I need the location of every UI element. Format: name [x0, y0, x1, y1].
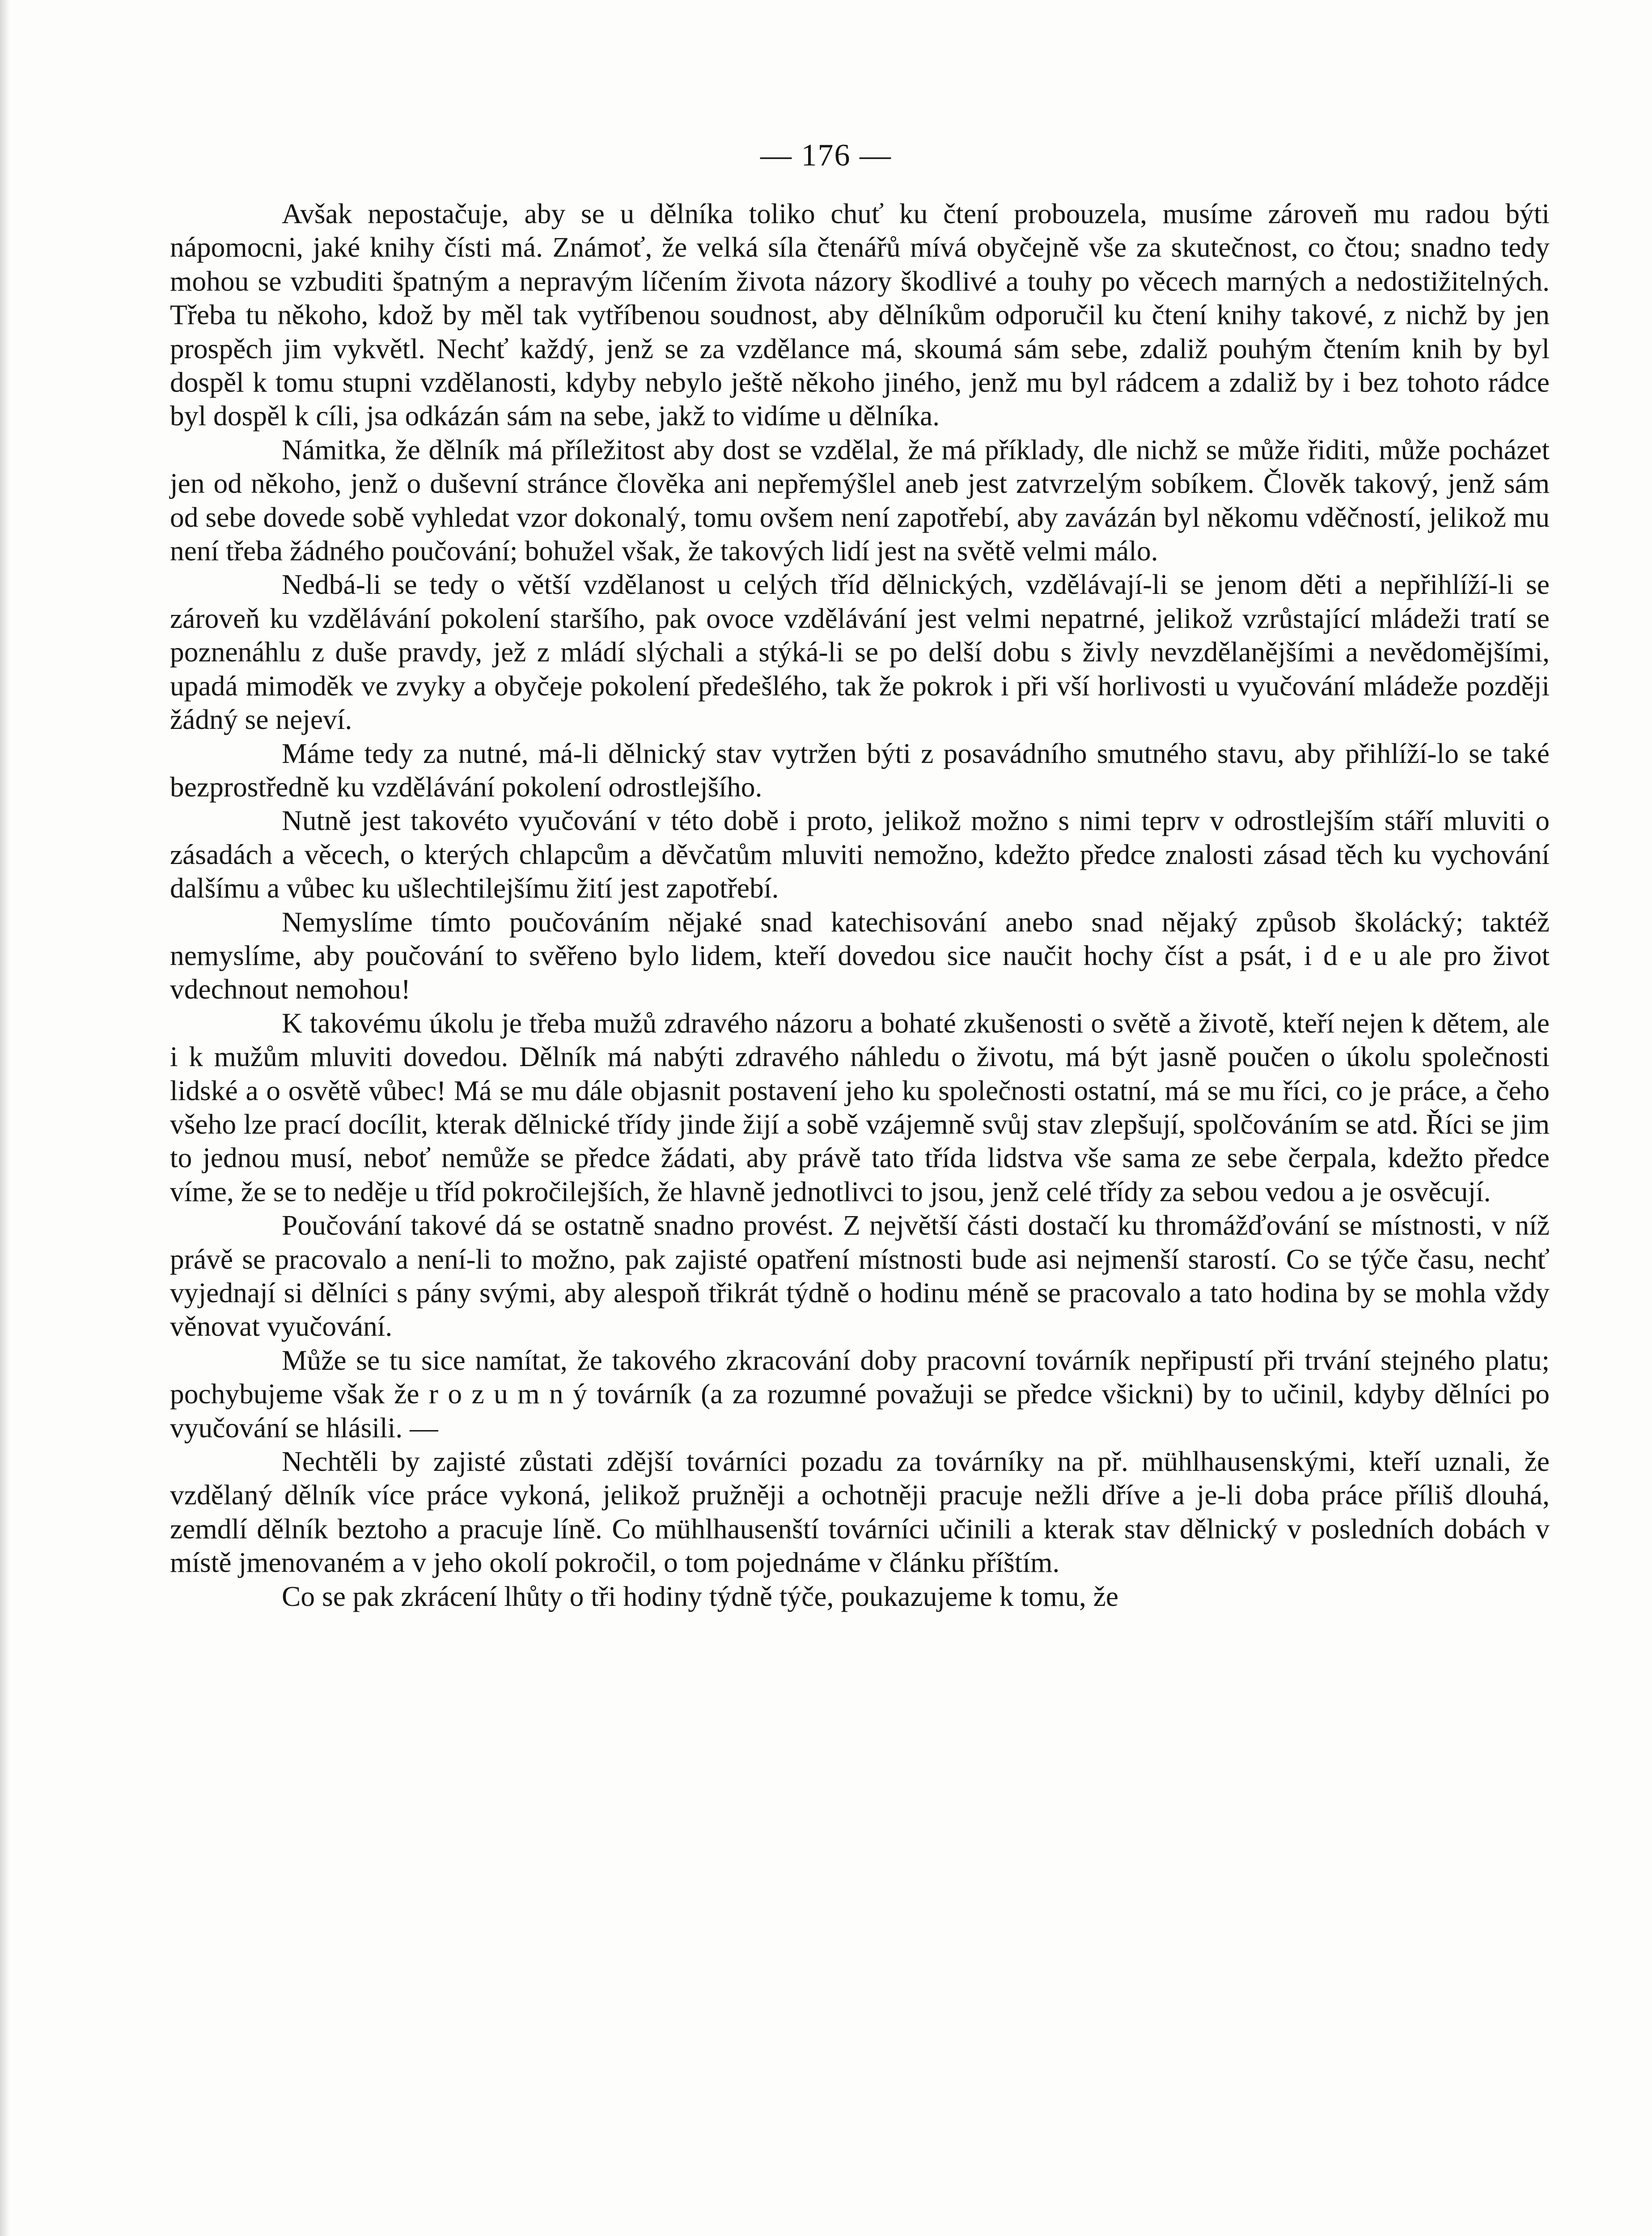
paragraph: Poučování takové dá se ostatně snadno provést. Z největší části dostačí ku thromážďování se místnosti, v níž právě se pracovalo a není-li to možno, pak zajisté opatření místnosti bude asi nejmenší starostí. Co se týče času, nechť vyjednají si dělníci s pány svými, aby alespoň třikrát týdně o hodinu méně se pracovalo a tato hodina by se mohla vždy věnovat vyučování. — [170, 1209, 1550, 1342]
article-body — [170, 197, 1550, 1613]
paragraph: Máme tedy za nutné, má-li dělnický stav vytržen býti z posavádního smutného stavu, aby přihlíží-lo se také bezprostředně ku vzdělávání pokolení odrostlejšího. — [170, 737, 1550, 803]
paragraph: Nutně jest takovéto vyučování v této době i proto, jelikož možno s nimi teprv v odrostlejším stáří mluviti o zásadách a věcech, o kterých chlapcům a děvčatům mluviti nemožno, kdežto předce znalosti zásad těch ku vychování dalšímu a vůbec ku ušlechtilejšímu žití jest zapotřebí. — [170, 805, 1550, 904]
paragraph: Námitka, že dělník má příležitost aby dost se vzdělal, že má příklady, dle nichž se může řiditi, může pocházet jen od někoho, jenž o duševní stránce člověka ani nepřemýšlel aneb jest zatvrzelým sobíkem. Člověk takový, jenž sám od sebe dovede sobě vyhledat vzor dokonalý, tomu ovšem není zapotřebí, aby zavázán byl někomu vděčností, jelikož mu není třeba žádného poučování; bohužel však, že takových lidí jest na světě velmi málo. — [170, 433, 1550, 567]
page-number: — 176 — — [760, 138, 892, 173]
paragraph: Nemyslíme tímto poučováním nějaké snad katechisování anebo snad nějaký způsob školácký; taktéž nemyslíme, aby poučování to svěřeno bylo lidem, kteří dovedou sice naučit hochy číst a psát, i d e u ale pro život vdechnout nemohou! — [170, 906, 1550, 1005]
page-edge — [0, 0, 10, 2236]
paragraph: Co se pak zkrácení lhůty o tři hodiny týdně týče, poukazujeme k tomu, že — [282, 1580, 1118, 1612]
paragraph: Může se tu sice namítat, že takového zkracování doby pracovní továrník nepřipustí při trvání stejného platu; pochybujeme však že r o z u m n ý továrník (a za rozumné považuji se předce všickni) by to učinil, kdyby dělníci po vyučování se hlásili. — — [170, 1344, 1550, 1444]
paragraph: Avšak nepostačuje, aby se u dělníka toliko chuť ku čtení probouzela, musíme zároveň mu radou býti nápomocni, jaké knihy čísti má. Známoť, že velká síla čtenářů mívá obyčejně vše za skutečnost, co čtou; snadno tedy mohou se vzbuditi špatným a nepravým líčením života názory škodlivé a touhy po věcech marných a nedostižitelných. Třeba tu někoho, kdož by měl tak vytříbenou soudnost, aby dělníkům odporučil ku čtení knihy takové, z nichž by jen prospěch jim vykvětl. Nechť každý, jenž se za vzdělance má, skoumá sám sebe, zdaliž pouhým čtením knih by byl dospěl k tomu stupni vzdělanosti, kdyby nebylo ještě někoho jiného, jenž mu byl rádcem a zdaliž by i bez tohoto rádce byl dospěl k cíli, jsa odkázán sám na sebe, jakž to vidíme u dělníka. — [170, 198, 1550, 432]
paragraph: K takovému úkolu je třeba mužů zdravého názoru a bohaté zkušenosti o světě a životě, kteří nejen k dětem, ale i k mužům mluviti dovedou. Dělník má nabýti zdravého náhledu o životu, má být jasně poučen o úkolu společnosti lidské a o osvětě vůbec! Má se mu dále objasnit postavení jeho ku společnosti ostatní, má se mu říci, co je práce, a čeho všeho lze prací docílit, kterak dělnické třídy jinde žijí a sobě vzájemně svůj stav zlepšují, spolčováním se atd. Říci se jim to jednou musí, neboť nemůže se předce žádati, aby právě tato třída lidstva vše sama ze sebe čerpala, kdežto předce víme, že se to neděje u tříd pokročilejších, že hlavně jednotlivci to jsou, jenž celé třídy za sebou vedou a je osvěcují. — [170, 1007, 1550, 1207]
paragraph: Nechtěli by zajisté zůstati zdější továrníci pozadu za továrníky na př. mühlhausenskými, kteří uznali, že vzdělaný dělník více práce vykoná, jelikož pružněji a ochotněji pracuje nežli dříve a je-li doba práce příliš dlouhá, zemdlí dělník beztoho a pracuje líně. Co mühlhausenští továrníci učinili a kterak stav dělnický v posledních dobách v místě jmenovaném a v jeho okolí pokročil, o tom pojednáme v článku příštím. — [170, 1445, 1550, 1579]
paragraph: Nedbá-li se tedy o větší vzdělanost u celých tříd dělnických, vzdělávají-li se jenom děti a nepřihlíží-li se zároveň ku vzdělávání pokolení staršího, pak ovoce vzdělávání jest velmi nepatrné, jelikož vzrůstající mládeži tratí se poznenáhlu z duše pravdy, jež z mládí slýchali a stýká-li se po delší dobu s živly nevzdělanějšími a nevědomějšími, upadá mimoděk ve zvyky a obyčeje pokolení předešlého, tak že pokrok i při vší horlivosti u vyučování mládeže později žádný se nejeví. — [170, 568, 1550, 736]
